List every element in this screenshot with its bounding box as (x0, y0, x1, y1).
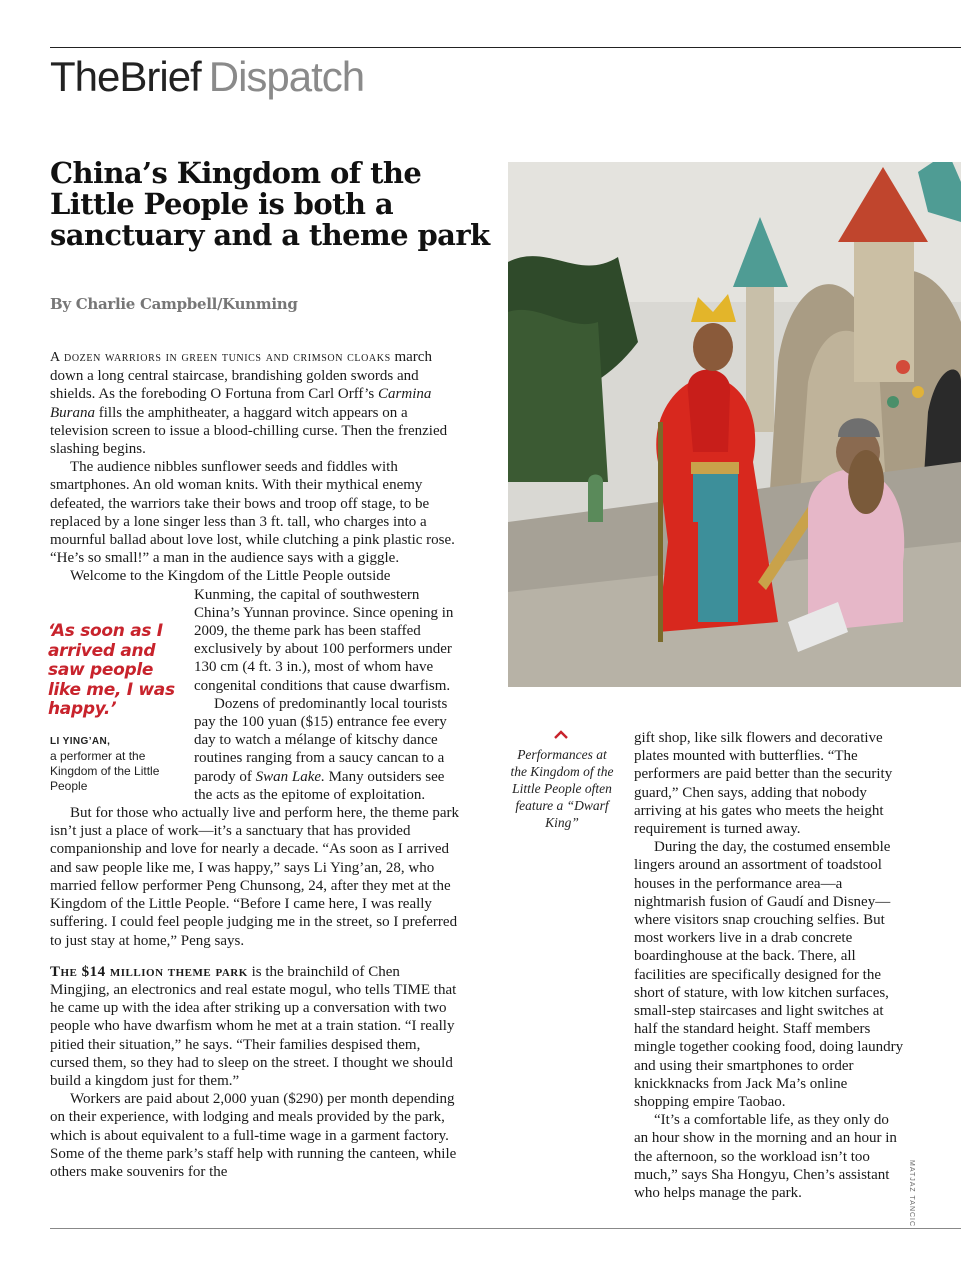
byline: By Charlie Campbell/Kunming (50, 295, 298, 313)
paragraph-1-text-a: march down a long central staircase, brandishing golden swords and shields. As the foreboding O Fortuna from Carl Orff’s (50, 349, 432, 403)
col3-paragraph-2: During the day, the costumed ensemble lingers around an assortment of toadstool houses in the performance area—a nightmarish fusion of Gaudí and Disney—where visitors snap crouching selfies. But most workers live in a drab concrete boardinghouse at the back. There, all facilities are specifically designed for the short of stature, with low kitchen surfaces, small-step staircases and light switches at half the standard height. Staff members mingle together cooking food, doing laundry and using their smartphones to order knickknacks from Jack Ma’s online shopping empire Taobao. (634, 839, 904, 1111)
paragraph-3-start: Welcome to the Kingdom of the Little People outside (70, 568, 391, 585)
paragraph-4 (194, 695, 463, 804)
paragraph-2: The audience nibbles sunflower seeds and fiddles with smartphones. An old woman knits. With their mythical enemy defeated, the warriors take their bows and troop off stage, to be replaced by a lone singer less than 3 ft. tall, who charges into a mournful ballad about love lost, while clutching a pink plastic rose. “He’s so small!” a man in the audience says with a giggle. (50, 459, 455, 567)
article-photo (508, 162, 961, 687)
paragraph-6-text: is the brainchild of Chen Mingjing, an electronics and real estate mogul, who tells TIME that he came up with the idea after striking up a conversation with two people who have dwarfism whom he met at a train station. “I really pitied their situation,” he says. “Their families despised them, cursed them, so they had to sleep on the street. I thought we should build a kingdom just for them.” (50, 963, 457, 1089)
paragraph-7: Workers are paid about 2,000 yuan ($290) per month depending on their experience, with lodging and meals provided by the park, which is about equivalent to a full-time wage in a garment factory. Some of the theme park’s staff help with running the canteen, while others make souvenirs for the (50, 1091, 457, 1180)
section-title-brief: TheBrief (50, 53, 201, 100)
paragraph-6 (50, 963, 463, 1090)
pull-quote-description: a performer at the Kingdom of the Little People (50, 749, 160, 793)
wrap-block (194, 586, 463, 804)
photo-caption: Performances at the Kingdom of the Little People often feature a “Dwarf King” (510, 747, 614, 830)
col3-paragraph-1: gift shop, like silk flowers and decorative plates mounted with butterflies. “The performers are paid better than the security guard,” Chen says, adding that nobody arriving at his gates who meets the height requirement is turned away. (634, 730, 893, 838)
pull-quote: ‘As soon as I arrived and saw people like me, I was happy.’ (48, 621, 175, 719)
col3-paragraph-3: “It’s a comfortable life, as they only do an hour show in the morning and an hour in the afternoon, so the workload isn’t too much,” says Sha Hongyu, Chen’s assistant who helps manage the park. (634, 1112, 897, 1202)
paragraph-3-rest: Kunming, the capital of southwestern China’s Yunnan province. Since opening in 2009, the theme park has been staffed exclusively by about 100 performers under 130 cm (4 ft. 3 in.), most of whom have congenital conditions that cause dwarfism. (194, 586, 454, 694)
paragraph-1 (50, 348, 463, 458)
section-title-dispatch: Dispatch (208, 53, 365, 100)
photo-credit: MATJAZ TANCIC (908, 1160, 915, 1228)
paragraph-1-italic: Carmina Burana (50, 386, 432, 421)
paragraph-4-text-a: Dozens of predominantly local tourists pay the 100 yuan ($15) entrance fee every day to watch a mélange of kitschy dance routines ranging from a saucy cancan to a parody of (194, 695, 448, 785)
bottom-rule (50, 1228, 961, 1229)
pull-quote-name: LI YING’AN, (50, 736, 111, 747)
section-header (50, 53, 365, 100)
headline: China’s Kingdom of the Little People is both a sanctuary and a theme park (50, 156, 490, 252)
article-column-3 (634, 729, 906, 1202)
paragraph-4-italic: Swan Lake. (255, 768, 325, 785)
paragraph-1-text-b: fills the amphitheater, a haggard witch appears on a television screen to issue a blood-chilling curse. Then the frenzied slashing begins. (50, 404, 448, 458)
top-rule (50, 47, 961, 48)
caption-arrow-icon (552, 728, 570, 740)
paragraph-5: But for those who actually live and perform here, the theme park isn’t just a place of work—it’s a sanctuary that has provided companionship and love for nearly a decade. “As soon as I arrived and saw people like me, I was happy,” says Li Ying’an, 28, who married fellow performer Peng Chunsong, 24, after they met at the Kingdom of the Little People. “Before I came here, I was really suffering. I could feel people judging me in the street, so I preferred to just stay at home,” Peng says. (50, 805, 460, 949)
section-lead-in: The $14 million theme park (50, 963, 248, 980)
lead-in: A dozen warriors in green tunics and crimson cloaks (50, 350, 391, 365)
paragraph-4-text-b: Many outsiders see the acts as the epitome of exploitation. (194, 768, 445, 803)
pull-quote-attribution (50, 734, 180, 794)
